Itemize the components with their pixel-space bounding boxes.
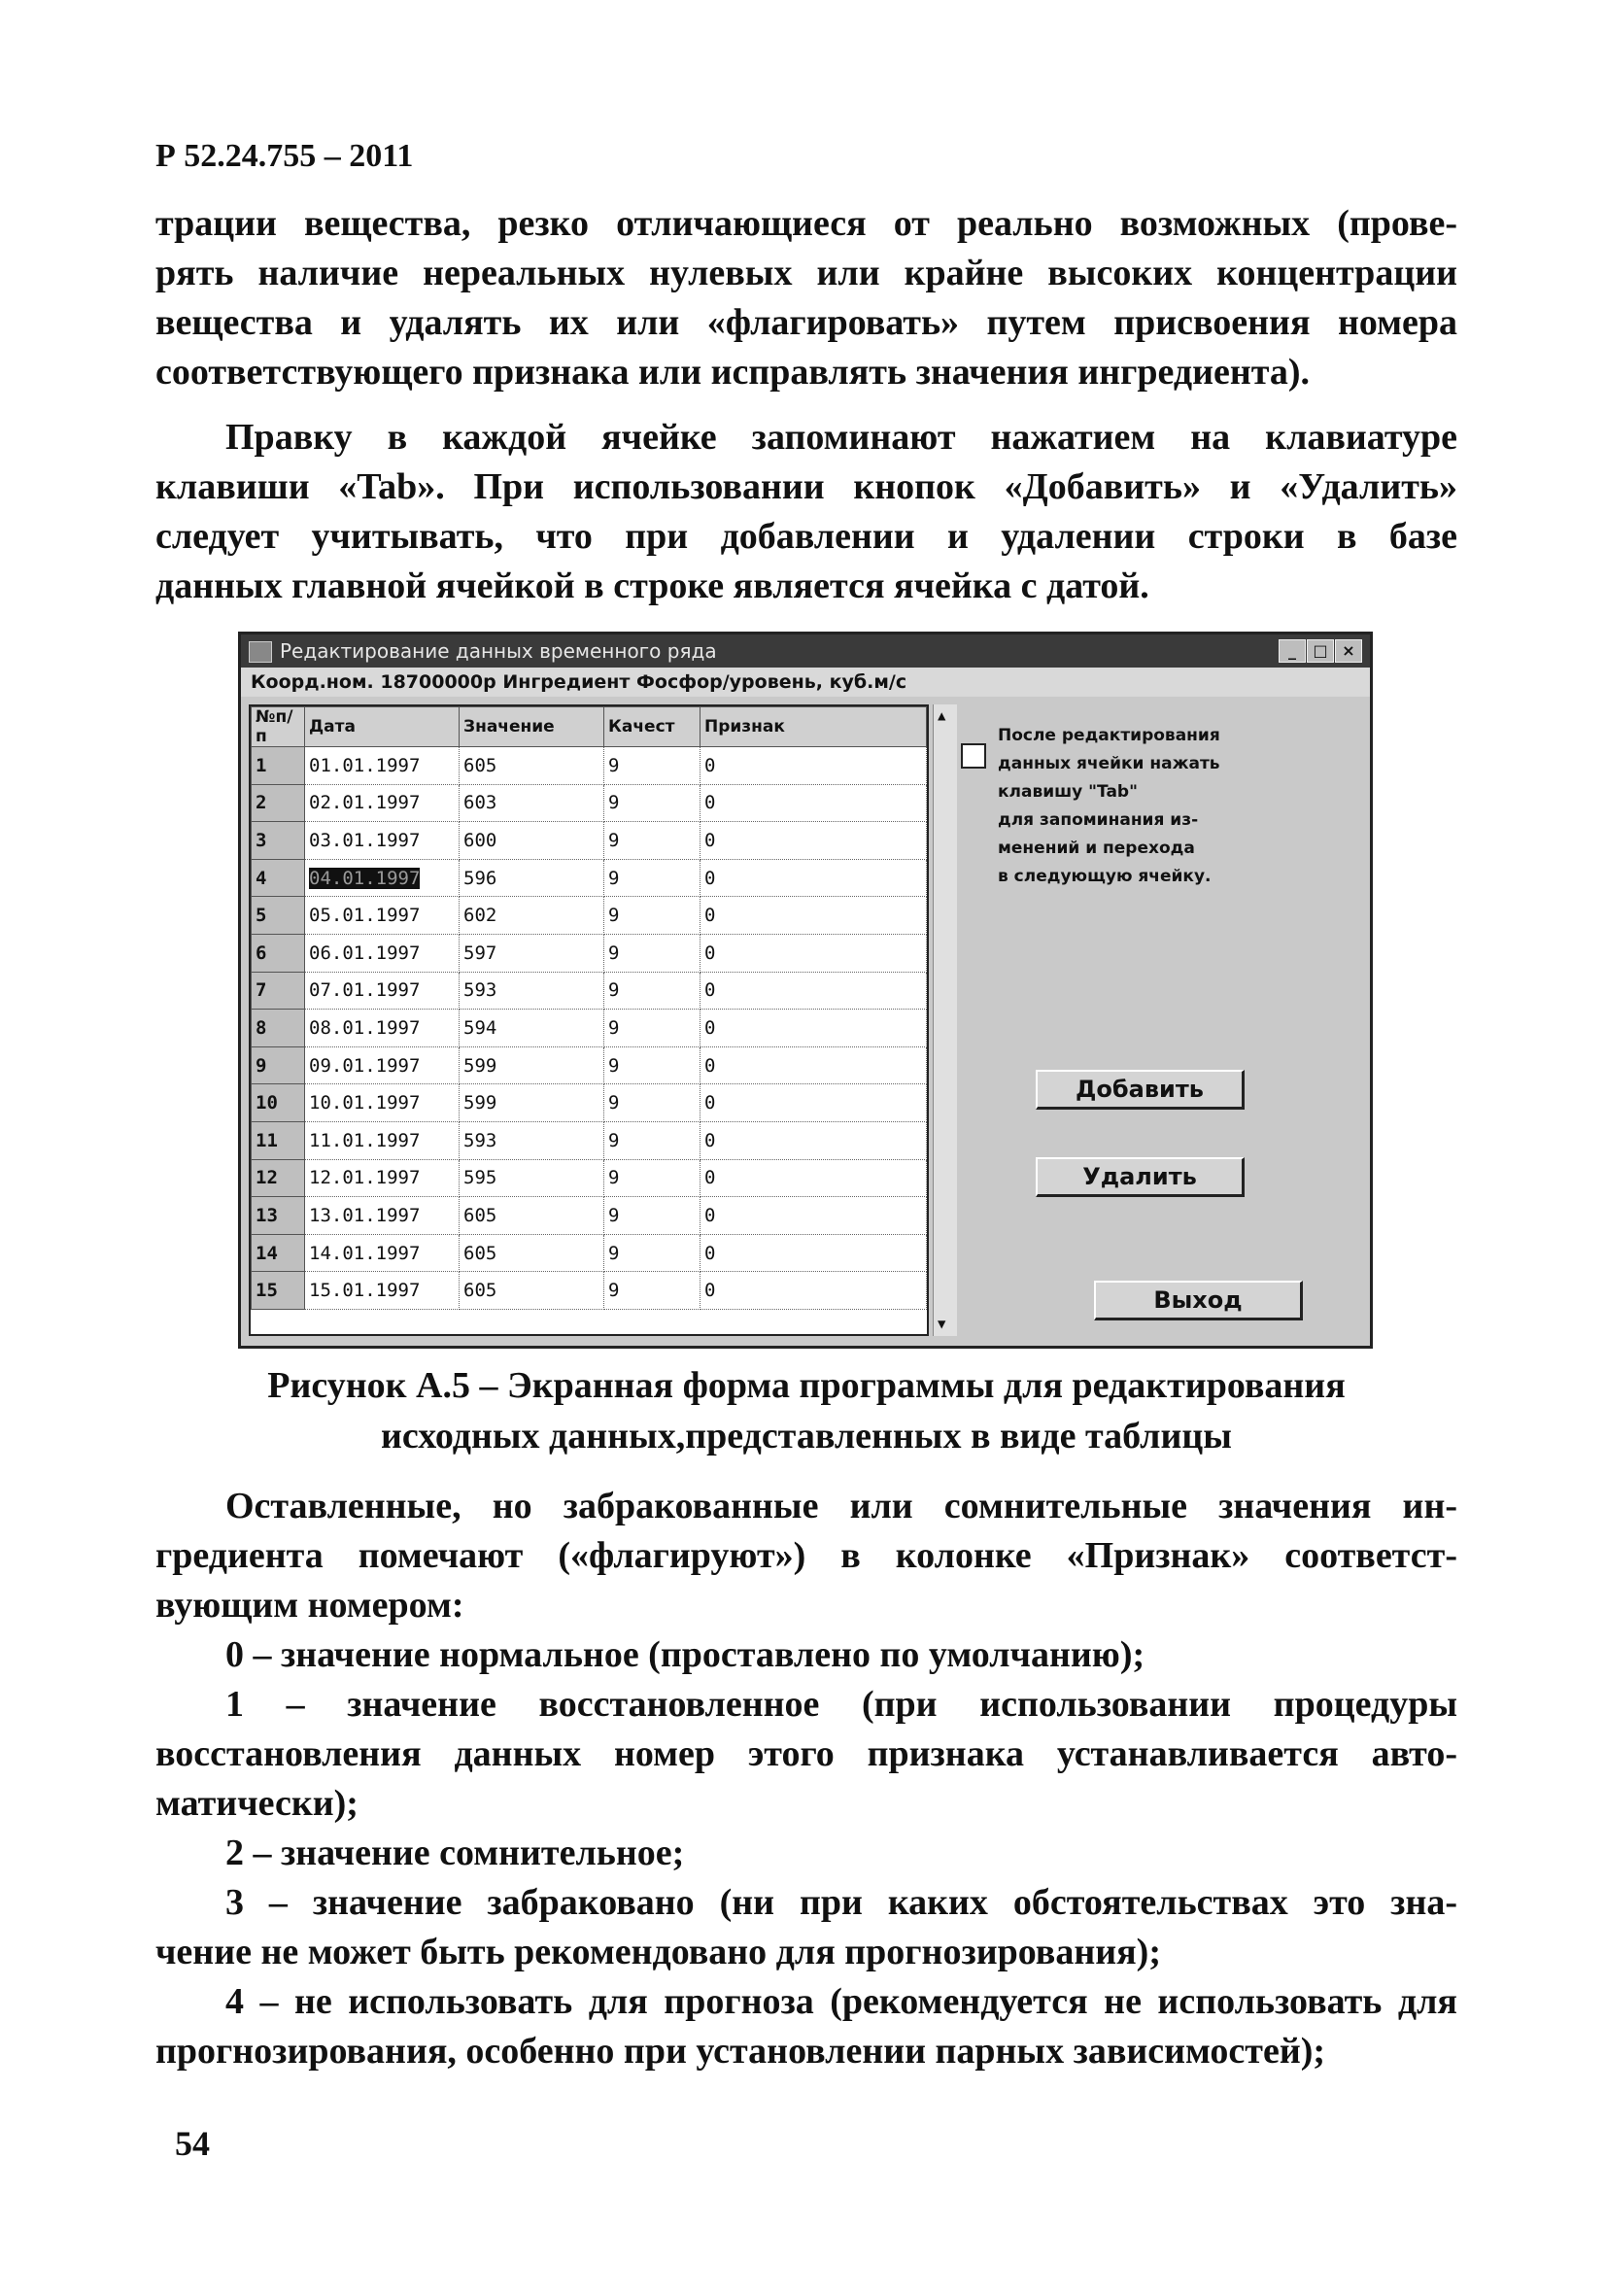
quality-cell[interactable] (604, 1272, 700, 1310)
table-row[interactable] (252, 972, 927, 1010)
list-item: чение не может быть рекомендовано для прогнозирования); (155, 1932, 1161, 1972)
flag-cell[interactable] (700, 1234, 927, 1272)
maximize-icon[interactable]: □ (1307, 639, 1334, 663)
value-cell-text: 595 (463, 1167, 497, 1189)
quality-cell[interactable] (604, 822, 700, 860)
date-cell-text: 06.01.1997 (309, 942, 421, 964)
text-line: данных главной ячейкой в строке является ячейка с датой. (155, 565, 1149, 606)
quality-cell-text: 9 (608, 1167, 620, 1189)
table-row[interactable] (252, 859, 927, 897)
value-cell-text: 594 (463, 1016, 497, 1039)
paragraph-3 (155, 1482, 1457, 1630)
close-icon[interactable]: × (1335, 639, 1362, 663)
date-cell[interactable] (305, 1234, 460, 1272)
flag-cell[interactable] (700, 897, 927, 935)
row-number-cell-text: 4 (256, 867, 267, 889)
table-row[interactable] (252, 1234, 927, 1272)
page-number: 54 (175, 2124, 210, 2163)
text-line: рять наличие нереальных нулевых или крайне высоких концентрации (155, 253, 1457, 293)
list-item: 3 – значение забраковано (ни при каких обстоятельствах это зна- (225, 1882, 1457, 1923)
row-number-cell-text: 3 (256, 829, 267, 851)
row-number-cell-text: 7 (256, 979, 267, 1002)
date-cell-text: 01.01.1997 (309, 754, 421, 776)
hint-line: менений и перехода (998, 839, 1195, 858)
quality-cell-text: 9 (608, 979, 620, 1002)
table-row[interactable] (252, 1197, 927, 1235)
scroll-down-icon[interactable]: ▼ (938, 1317, 946, 1332)
row-number-cell[interactable] (252, 784, 305, 822)
value-cell[interactable] (460, 1197, 604, 1235)
date-cell[interactable] (305, 1046, 460, 1084)
date-cell-text: 14.01.1997 (309, 1242, 421, 1264)
flag-cell-text: 0 (704, 905, 716, 927)
column-header-flag: Признак (700, 707, 927, 747)
app-icon (249, 641, 272, 663)
table-row[interactable] (252, 747, 927, 785)
flag-cell[interactable] (700, 747, 927, 785)
date-cell[interactable] (305, 897, 460, 935)
date-cell-text: 11.01.1997 (309, 1129, 421, 1151)
flag-cell[interactable] (700, 972, 927, 1010)
flag-list (155, 1630, 1457, 2076)
list-item: матически); (155, 1783, 359, 1824)
hint-line: в следующую ячейку. (998, 867, 1212, 886)
table-row[interactable] (252, 1272, 927, 1310)
row-number-cell-text: 14 (256, 1242, 278, 1264)
flag-cell[interactable] (700, 1084, 927, 1122)
flag-cell[interactable] (700, 1272, 927, 1310)
quality-cell[interactable] (604, 934, 700, 972)
flag-cell[interactable] (700, 784, 927, 822)
list-item: прогнозирования, особенно при установлении парных зависимостей); (155, 2031, 1326, 2072)
value-cell[interactable] (460, 1046, 604, 1084)
table-row[interactable] (252, 934, 927, 972)
list-item: 2 – значение сомнительное; (225, 1833, 685, 1873)
value-cell-text: 597 (463, 942, 497, 964)
value-cell[interactable] (460, 1084, 604, 1122)
caption-line: исходных данных,представленных в виде таблицы (381, 1416, 1232, 1456)
delete-button[interactable]: Удалить (1036, 1157, 1245, 1197)
value-cell-text: 605 (463, 754, 497, 776)
row-number-cell[interactable] (252, 934, 305, 972)
value-cell-text: 603 (463, 792, 497, 814)
value-cell-text: 605 (463, 1204, 497, 1226)
paragraph-1 (155, 199, 1457, 397)
quality-cell[interactable] (604, 1159, 700, 1197)
value-cell[interactable] (460, 1159, 604, 1197)
row-number-cell-text: 13 (256, 1204, 278, 1226)
row-number-cell[interactable] (252, 1046, 305, 1084)
quality-cell-text: 9 (608, 905, 620, 927)
row-number-cell[interactable] (252, 822, 305, 860)
flag-cell-text: 0 (704, 1129, 716, 1151)
date-cell-text: 02.01.1997 (309, 792, 421, 814)
text-line: Оставленные, но забракованные или сомнительные значения ин- (225, 1486, 1457, 1526)
value-cell-text: 602 (463, 905, 497, 927)
date-cell-text: 10.01.1997 (309, 1092, 421, 1114)
value-cell[interactable] (460, 934, 604, 972)
table-row[interactable] (252, 822, 927, 860)
quality-cell[interactable] (604, 1046, 700, 1084)
value-cell-text: 599 (463, 1054, 497, 1077)
table-row[interactable] (252, 1046, 927, 1084)
flag-cell-text: 0 (704, 1016, 716, 1039)
date-cell[interactable] (305, 1197, 460, 1235)
value-cell-text: 605 (463, 1242, 497, 1264)
quality-cell[interactable] (604, 1234, 700, 1272)
row-number-cell[interactable] (252, 1159, 305, 1197)
table-row[interactable] (252, 784, 927, 822)
flag-cell[interactable] (700, 1046, 927, 1084)
table-row[interactable] (252, 897, 927, 935)
value-cell-text: 593 (463, 979, 497, 1002)
date-cell[interactable] (305, 1272, 460, 1310)
row-number-cell[interactable] (252, 747, 305, 785)
value-cell[interactable] (460, 897, 604, 935)
value-cell[interactable] (460, 972, 604, 1010)
date-cell-text: 07.01.1997 (309, 979, 421, 1002)
list-item: 0 – значение нормальное (проставлено по умолчанию); (225, 1634, 1145, 1675)
row-number-cell-text: 5 (256, 905, 267, 927)
quality-cell[interactable] (604, 784, 700, 822)
quality-cell-text: 9 (608, 1129, 620, 1151)
date-cell[interactable] (305, 972, 460, 1010)
quality-cell[interactable] (604, 1010, 700, 1047)
hint-line: для запоминания из- (998, 810, 1199, 830)
flag-cell-text: 0 (704, 829, 716, 851)
row-number-cell[interactable] (252, 1010, 305, 1047)
value-cell[interactable] (460, 1272, 604, 1310)
add-button[interactable]: Добавить (1036, 1070, 1245, 1110)
date-cell[interactable] (305, 934, 460, 972)
value-cell[interactable] (460, 1234, 604, 1272)
text-line: гредиента помечают («флагируют») в колонке «Признак» соответст- (155, 1535, 1457, 1576)
flag-cell[interactable] (700, 859, 927, 897)
date-cell[interactable] (305, 822, 460, 860)
minimize-icon[interactable]: _ (1279, 639, 1306, 663)
data-grid[interactable] (249, 704, 929, 1336)
row-number-cell-text: 8 (256, 1016, 267, 1039)
quality-cell-text: 9 (608, 829, 620, 851)
value-cell[interactable] (460, 859, 604, 897)
quality-cell[interactable] (604, 1121, 700, 1159)
value-cell[interactable] (460, 1010, 604, 1047)
text-line: трации вещества, резко отличающиеся от реально возможных (прове- (155, 203, 1457, 244)
quality-cell-text: 9 (608, 1204, 620, 1226)
row-number-cell[interactable] (252, 1084, 305, 1122)
flag-cell[interactable] (700, 934, 927, 972)
row-number-cell-text: 9 (256, 1054, 267, 1077)
date-cell-text: 15.01.1997 (309, 1280, 421, 1302)
row-number-cell[interactable] (252, 1197, 305, 1235)
row-number-cell-text: 15 (256, 1280, 278, 1302)
grid-scrollbar[interactable] (933, 704, 957, 1336)
quality-cell[interactable] (604, 747, 700, 785)
flag-cell[interactable] (700, 822, 927, 860)
text-line: Правку в каждой ячейке запоминают нажатием на клавиатуре (225, 417, 1457, 458)
value-cell-text: 596 (463, 867, 497, 889)
flag-cell-text: 0 (704, 754, 716, 776)
value-cell-text: 605 (463, 1280, 497, 1302)
window-titlebar (241, 634, 1370, 668)
flag-cell-text: 0 (704, 1204, 716, 1226)
flag-cell-text: 0 (704, 1167, 716, 1189)
column-header-date: Дата (305, 707, 460, 747)
column-header-value: Значение (460, 707, 604, 747)
flag-cell[interactable] (700, 1010, 927, 1047)
text-line: вещества и удалять их или «флагировать» путем присвоения номера (155, 302, 1457, 343)
exit-button[interactable]: Выход (1094, 1281, 1303, 1320)
text-line: вующим номером: (155, 1585, 464, 1626)
row-number-cell[interactable] (252, 1272, 305, 1310)
table-row[interactable] (252, 1010, 927, 1047)
row-number-cell-text: 1 (256, 754, 267, 776)
quality-cell-text: 9 (608, 942, 620, 964)
flag-cell-text: 0 (704, 1242, 716, 1264)
flag-cell[interactable] (700, 1159, 927, 1197)
date-cell[interactable] (305, 784, 460, 822)
date-cell-text: 05.01.1997 (309, 905, 421, 927)
table-row[interactable] (252, 1121, 927, 1159)
quality-cell-text: 9 (608, 1092, 620, 1114)
column-header-number: №п/п (252, 707, 305, 747)
date-cell[interactable] (305, 1121, 460, 1159)
window-title: Редактирование данных временного ряда (280, 639, 717, 663)
row-number-cell-text: 11 (256, 1129, 278, 1151)
column-header-quality: Качест (604, 707, 700, 747)
row-number-cell[interactable] (252, 1121, 305, 1159)
flag-cell-text: 0 (704, 942, 716, 964)
value-cell-text: 600 (463, 829, 497, 851)
quality-cell-text: 9 (608, 754, 620, 776)
text-line: следует учитывать, что при добавлении и удалении строки в базе (155, 516, 1457, 557)
table-row[interactable] (252, 1159, 927, 1197)
hint-line: данных ячейки нажать (998, 754, 1220, 773)
row-number-cell-text: 2 (256, 792, 267, 814)
figure-caption (155, 1360, 1457, 1461)
quality-cell-text: 9 (608, 792, 620, 814)
row-number-cell-text: 10 (256, 1092, 278, 1114)
date-cell-text: 04.01.1997 (309, 867, 421, 889)
row-number-cell[interactable] (252, 859, 305, 897)
quality-cell-text: 9 (608, 1242, 620, 1264)
date-cell[interactable] (305, 747, 460, 785)
row-number-cell[interactable] (252, 897, 305, 935)
quality-cell[interactable] (604, 897, 700, 935)
quality-cell[interactable] (604, 1197, 700, 1235)
station-info: Коорд.ном. 18700000р Ингредиент Фосфор/уровень, куб.м/с (241, 668, 1370, 697)
flag-cell-text: 0 (704, 1092, 716, 1114)
scroll-up-icon[interactable]: ▲ (938, 708, 946, 724)
date-cell-text: 13.01.1997 (309, 1204, 421, 1226)
table-row[interactable] (252, 1084, 927, 1122)
value-cell[interactable] (460, 784, 604, 822)
quality-cell-text: 9 (608, 867, 620, 889)
document-number: Р 52.24.755 – 2011 (155, 138, 414, 174)
row-number-cell-text: 6 (256, 942, 267, 964)
row-number-cell[interactable] (252, 1234, 305, 1272)
quality-cell[interactable] (604, 859, 700, 897)
quality-cell[interactable] (604, 1084, 700, 1122)
flag-cell[interactable] (700, 1197, 927, 1235)
date-cell-text: 08.01.1997 (309, 1016, 421, 1039)
edit-timeseries-window (238, 632, 1373, 1349)
flag-cell-text: 0 (704, 867, 716, 889)
date-cell[interactable] (305, 1159, 460, 1197)
date-cell-text: 09.01.1997 (309, 1054, 421, 1077)
hint-line: клавишу "Tab" (998, 782, 1138, 802)
quality-cell-text: 9 (608, 1054, 620, 1077)
flag-cell[interactable] (700, 1121, 927, 1159)
flag-cell-text: 0 (704, 979, 716, 1002)
row-number-cell[interactable] (252, 972, 305, 1010)
list-item: 1 – значение восстановленное (при использовании процедуры (225, 1684, 1457, 1725)
info-icon (961, 743, 986, 769)
date-cell[interactable] (305, 1084, 460, 1122)
hint-panel (965, 722, 1353, 891)
paragraph-2 (155, 413, 1457, 611)
date-cell[interactable] (305, 1010, 460, 1047)
hint-line: После редактирования (998, 726, 1220, 745)
text-line: соответствующего признака или исправлять значения ингредиента). (155, 352, 1311, 393)
caption-line: Рисунок А.5 – Экранная форма программы для редактирования (267, 1365, 1346, 1406)
flag-cell-text: 0 (704, 1280, 716, 1302)
quality-cell[interactable] (604, 972, 700, 1010)
quality-cell-text: 9 (608, 1280, 620, 1302)
flag-cell-text: 0 (704, 792, 716, 814)
value-cell-text: 599 (463, 1092, 497, 1114)
flag-cell-text: 0 (704, 1054, 716, 1077)
quality-cell-text: 9 (608, 1016, 620, 1039)
list-item: восстановления данных номер этого признака устанавливается авто- (155, 1733, 1457, 1774)
value-cell-text: 593 (463, 1129, 497, 1151)
text-line: клавиши «Tab». При использовании кнопок «Добавить» и «Удалить» (155, 466, 1457, 507)
value-cell[interactable] (460, 1121, 604, 1159)
row-number-cell-text: 12 (256, 1167, 278, 1189)
date-cell-text: 03.01.1997 (309, 829, 421, 851)
value-cell[interactable] (460, 747, 604, 785)
date-cell[interactable] (305, 859, 460, 897)
value-cell[interactable] (460, 822, 604, 860)
list-item: 4 – не использовать для прогноза (рекомендуется не использовать для (225, 1981, 1457, 2022)
date-cell-text: 12.01.1997 (309, 1167, 421, 1189)
